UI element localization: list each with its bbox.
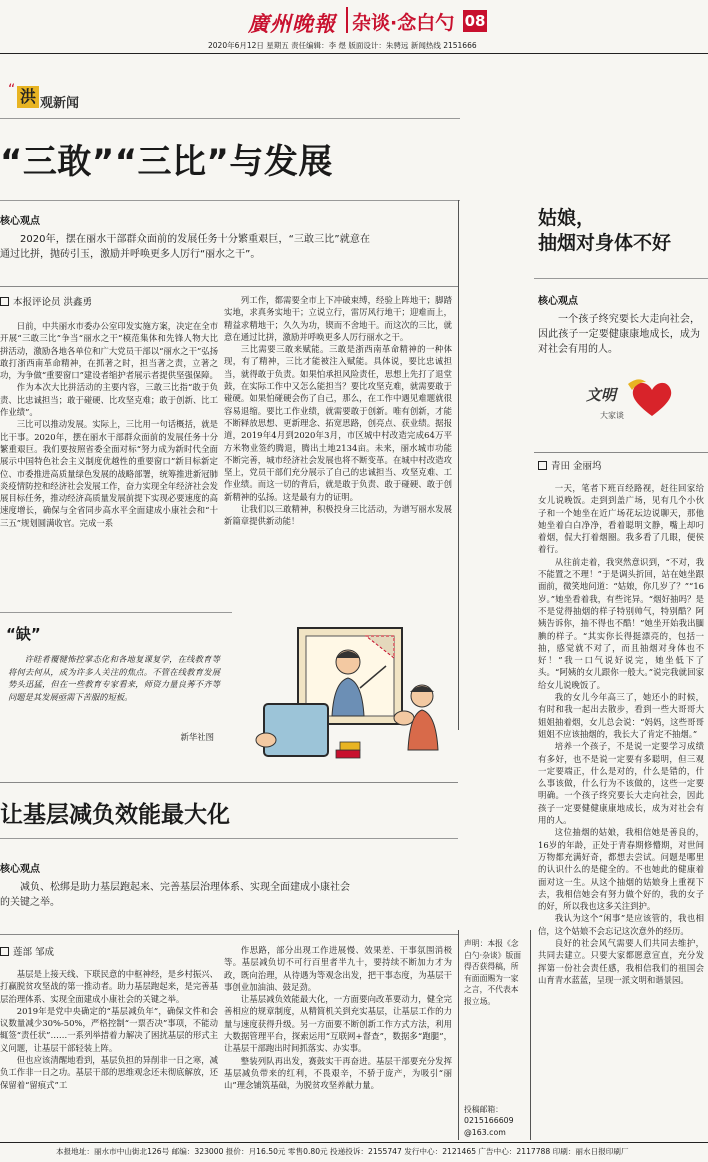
cartoon-credit: 新华社图	[180, 732, 214, 742]
second-rule-2	[0, 838, 458, 839]
heart-wing-icon	[626, 376, 678, 420]
second-top-rule	[0, 782, 458, 783]
cartoon-caption: 许眭肴覆犍怖控掌态化和各地复课复学，在线教育等将何去何从，成为许多人关注的焦点。不管在线教育发展势头迅猛，但在一些教育专家看来，师资力量良莠不齐等问题是其发展亟需下苦服的短板。	[8, 654, 220, 702]
lead-byline: 本报评论员 洪鑫勇	[0, 294, 92, 308]
cartoon-caption-box	[0, 612, 232, 745]
lead-paragraph: 三比可以推动发展。实际上，三比用一句话概括，就是比干事。2020年，摆在丽水干部群众面前的发展任务十分繁重艰巨。我们要按照省委全面对标“努力成为新时代全面展示中国特色社会主义制度优越性的重要窗口”新目标新定位、市委推进高质量绿色发展的战略部署，统筹推进新冠肺炎疫情防控和经济社会发展工作，奋力实现全年经济社会发展目标任务，推动经济高质量发展前提下实现必要速度的高速度增长，确保与全省同步高水平全面建成小康社会和“十三五”规划圆满收官。完成一系	[0, 419, 218, 528]
lead-paragraph: 三比需要三敢来赋能。三敢是浙西南革命精神的一种体现，有了精神，三比才能被注入赋能。具体说，要比忠诚担当，就得敢于负责。如果怕承担风险责任，思想上先打了退堂鼓，在实际工作中又怎么能担当？要比攻坚克难，就需要敢于碰硬。如果怕碰硬会伤了自己，那么，在工作中遇见难题就很容易退缩。要比工作业绩，就需要敢于创新。唯有创新，才能不断释放思想、更新理念、拓宽思路，创亮点、获业绩。据报道，2019年4月到2020年3月，市区城中村改造完成64万平方米物业签约腾退，腾出土地2134亩。未来，丽水城市功能不断完善，城市经济社会发展也将不断变革。在城中村改造攻坚上，党员干部们充分展示了自己的忠诚担当、攻坚克难、工作业绩。而这一切的背后，就是敢于负责、敢于碰硬、敢于创新精神的弘扬。这是最有力的证明。	[224, 344, 452, 502]
lead-paragraph: 日前，中共丽水市委办公室印发实施方案，决定在全市开展“三敢三比”争当“丽水之干”模范集体和先锋人物大比拼活动，激励各地各单位和广大党员干部以“丽水之干”弘扬敢打浙西南革命精神，在抓著之时，担当著之责，立著之功，为争做“重要窗口”建设者缩护者展示者提供坚强保障。	[0, 321, 218, 381]
second-headline: 让基层减负效能最大化	[0, 802, 230, 828]
right-headline-line-2: 抽烟对身体不好	[538, 232, 672, 254]
logo-subtitle: 大家谈	[600, 411, 624, 420]
right-paragraph: 从往前走着，我突然意识到，“不对，我不能置之不理！”于是调头折回，站在她坐跟面前，微笑地问道：“姑娘，你几岁了？”“16岁。”她坐看着我，有些诧异。“烟好抽吗？是不是觉得抽烟的样子特别帅气，特别酷？阿姨告诉你，抽不得也不酷！”她坐开始我出腼腆的样子。“其实你长得挺漂亮的，包括一抽，感觉就不对了，而且抽烟对身体也不好！”我一口气说好说完，她坐低下了头。“阿姨的女儿跟你一般大。”说完我就回家给女儿说晚饭了。	[538, 556, 704, 690]
column-tag: “ 洪	[8, 84, 38, 112]
right-paragraph: 培养一个孩子，不是说一定要学习成绩有多好，也不是说一定要有多聪明，但三观一定要端正，什么是对的，什么是错的，什么事该做，什么行为不该做的，这些一定要明确。一个孩子终究要长大走向社会，因此孩子一定要健健康康地成长，成为对社会有用的人。	[538, 741, 704, 826]
lead-column-1	[0, 320, 218, 529]
second-column-2	[224, 944, 452, 1092]
footer-rule	[0, 1142, 708, 1143]
notice-email-line-2: @163.com	[464, 1128, 506, 1137]
cartoon-title: “缺”	[6, 625, 41, 643]
right-paragraph: 良好的社会风气需要人们共同去维护，共同去建立。只要大家都愿意宣直，充分发挥第一份社会责任感，我相信我们的祖国会山育青水蓝蓝，呈现一派文明和谐景园。	[538, 937, 704, 985]
byline-square-icon	[0, 947, 9, 956]
column-tag-char: 洪	[17, 86, 39, 108]
right-paragraph: 我的女儿今年高三了，她还小的时候，有时和我一起出去散步，看到一些大哥哥大姐姐抽着烟，女儿总会说：“妈妈，这些哥哥姐姐不应该抽烟的，我长大了肯定不抽烟。”	[538, 692, 704, 739]
byline-square-icon	[0, 297, 9, 306]
second-paragraph: 作思路，部分出现工作进展慢、效果差、干事氛围消极等。基层减负切不可行百里者半九十，要持续不断加力才为政，既向治理，从待遇为等观念出发，把干事态度，为基层干事创业加油油、鼓足劲。	[224, 945, 452, 992]
cartoon-illustration	[236, 600, 458, 790]
second-column-1	[0, 968, 218, 1091]
right-rule-1	[534, 278, 708, 279]
right-headline	[538, 206, 671, 256]
second-paragraph: 基层是上接天线、下联民意的中枢神经，是乡村振兴、打赢脱贫攻坚战的第一推动者。助力基层跑起来，是完善基层治理体系、实现全面建成小康社会的关键之举。	[0, 969, 218, 1004]
civilization-logo	[580, 370, 690, 440]
second-paragraph: 2019年是党中央确定的“基层减负年”，确保文件和会议数量减少30%-50%，严格控制“一票否决”事项，不能动辄签“责任状”……一系列举措着力解决了困扰基层的形式主义问题，让基层干部轻装上阵。	[0, 1005, 218, 1053]
second-core-text: 减负、松绑是助力基层跑起来、完善基层治理体系、实现全面建成小康社会的关键之举。	[0, 882, 350, 908]
right-paragraph: 一天，笔者下班百经路视，赶往回家给女儿说晚饭。走到到盖广场，见有几个小伙子和一个她坐在近广场花坛边说聊天，那他她坐着白白净净，看着聪明文静，嘴上却叼着烟，侃大打着烟圈。我多看了几眼，便侯着行。	[538, 483, 704, 555]
notice-divider-left	[458, 930, 459, 1140]
masthead-info-line: 2020年6月12日 星期五 责任编辑：李 煜 版面设计：朱骋远 新闻热线 2151666	[208, 41, 477, 50]
right-body	[538, 482, 704, 986]
logo-title: 文明	[586, 386, 617, 404]
notice-contact-label: 投稿邮箱：	[464, 1105, 503, 1114]
byline-square-icon	[538, 461, 547, 470]
second-core-label: 核心观点	[0, 864, 40, 875]
notice-text: 声明：本报《念白勺·杂谈》版面得否获得稿，所有面面赐为一家之言，不代表本报立场。	[464, 939, 522, 1006]
notice-divider-right	[530, 930, 531, 1140]
column-tag-label: 观新闻	[40, 96, 80, 111]
lead-core-label: 核心观点	[0, 216, 40, 227]
lead-paragraph: 列工作，都需要全市上下冲破束缚，经验上阵地干；脚踏实地，求真务实地干；立说立行，雷厉风行地干；迎难而上，精益求精地干；久久为功，锲而不舍地干。而这次的三比，就意在通过比拼，激励并呼唤更多人厉行丽水之干。	[224, 295, 452, 342]
section-title: 杂谈·念白勺	[352, 12, 455, 34]
right-rule-2	[534, 452, 708, 453]
lead-top-rule	[0, 118, 460, 119]
right-paragraph: 这位抽烟的姑娘，我相信她是善良的，16岁的年龄，正处于青春期修懵期，对世间万物都充满好奇，都想去尝试。问题是哪里的认识什么的是健全的。不也她此的健康着面对这一生。从这个抽烟的姑娘身上重视下去，我相信她会有努力做个好的，我的女子的好，所以我也这多关注到护。	[538, 827, 704, 912]
second-paragraph: 但也应该清醒地看到，基层负担的异削非一日之寒，减负工作非一日之功。基层干部的思维观念还未彻底解放，还保留着“留痕式”工	[0, 1055, 218, 1090]
column-divider-right	[458, 200, 459, 730]
paper-name-logo: 廣州晚報	[248, 11, 336, 36]
right-core-text: 一个孩子终究要长大走向社会，因此孩子一定要健康康地成长，成为对社会有用的人。	[538, 314, 700, 355]
second-paragraph: 整装列队再出发，赛鼓实干再奋进。基层干部要充分发挥基层减负带来的红利，不畏艰辛，不骄于庞产，为吸引“丽山”理念铺筑基础，为脱贫攻坚养献力量。	[224, 1055, 452, 1091]
masthead-divider	[346, 7, 348, 33]
footer-info: 本报地址：丽水市中山街北126号 邮编：323000 报价：月16.50元 零售0.80元 投递投诉：2155747 发行中心：2121465 广告中心：2117788 印刷：丽水日报印刷厂	[56, 1147, 629, 1156]
masthead-rule	[0, 53, 708, 54]
lead-column-2	[224, 294, 452, 528]
lead-headline: “三敢”“三比”与发展	[0, 142, 333, 182]
right-byline: 青田 金丽坞	[538, 458, 602, 472]
second-byline: 莲部 邹成	[0, 944, 54, 958]
page-number-badge: 08	[464, 12, 486, 30]
second-paragraph: 让基层减负效能最大化，一方面要向改革要动力，健全完善相应的规章制度，从精简机关到充实基层，让基层工作的力量与速度获得升级。另一方面要不断创新工作方式方法，利用大数据管理平台，探索运用“互联网+督查”，数据多“跑腿”，让基层干部跑出时间抓落实、办实事。	[224, 994, 452, 1054]
lead-paragraph: 让我们以三敢精神，积极投身三比活动，为谱写丽水发展新篇章提供新动能！	[224, 504, 452, 527]
second-rule-3	[0, 934, 458, 935]
right-core-label: 核心观点	[538, 296, 578, 307]
lead-rule-2	[0, 200, 460, 201]
lead-core-text: 2020年，摆在丽水干部群众面前的发展任务十分繁重艰巨，“三敢三比”就意在通过比拼，抛砖引玉，激励并呼唤更多人厉行“丽水之干”。	[0, 234, 370, 260]
right-paragraph: 我认为这个“闲事”是应该管的，我也相信，这个姑娘不会忘记这次意外的经历。	[538, 913, 704, 936]
lead-paragraph: 作为本次大比拼活动的主要内容，三敢三比指“敢于负责、比忠诚担当；敢于碰硬、比攻坚克难；敢于创新、比工作业绩”。	[0, 382, 218, 418]
notice-email-line-1: 0215166609	[464, 1116, 514, 1125]
lead-rule-3	[0, 286, 458, 287]
right-headline-line-1: 姑娘，	[538, 207, 596, 229]
